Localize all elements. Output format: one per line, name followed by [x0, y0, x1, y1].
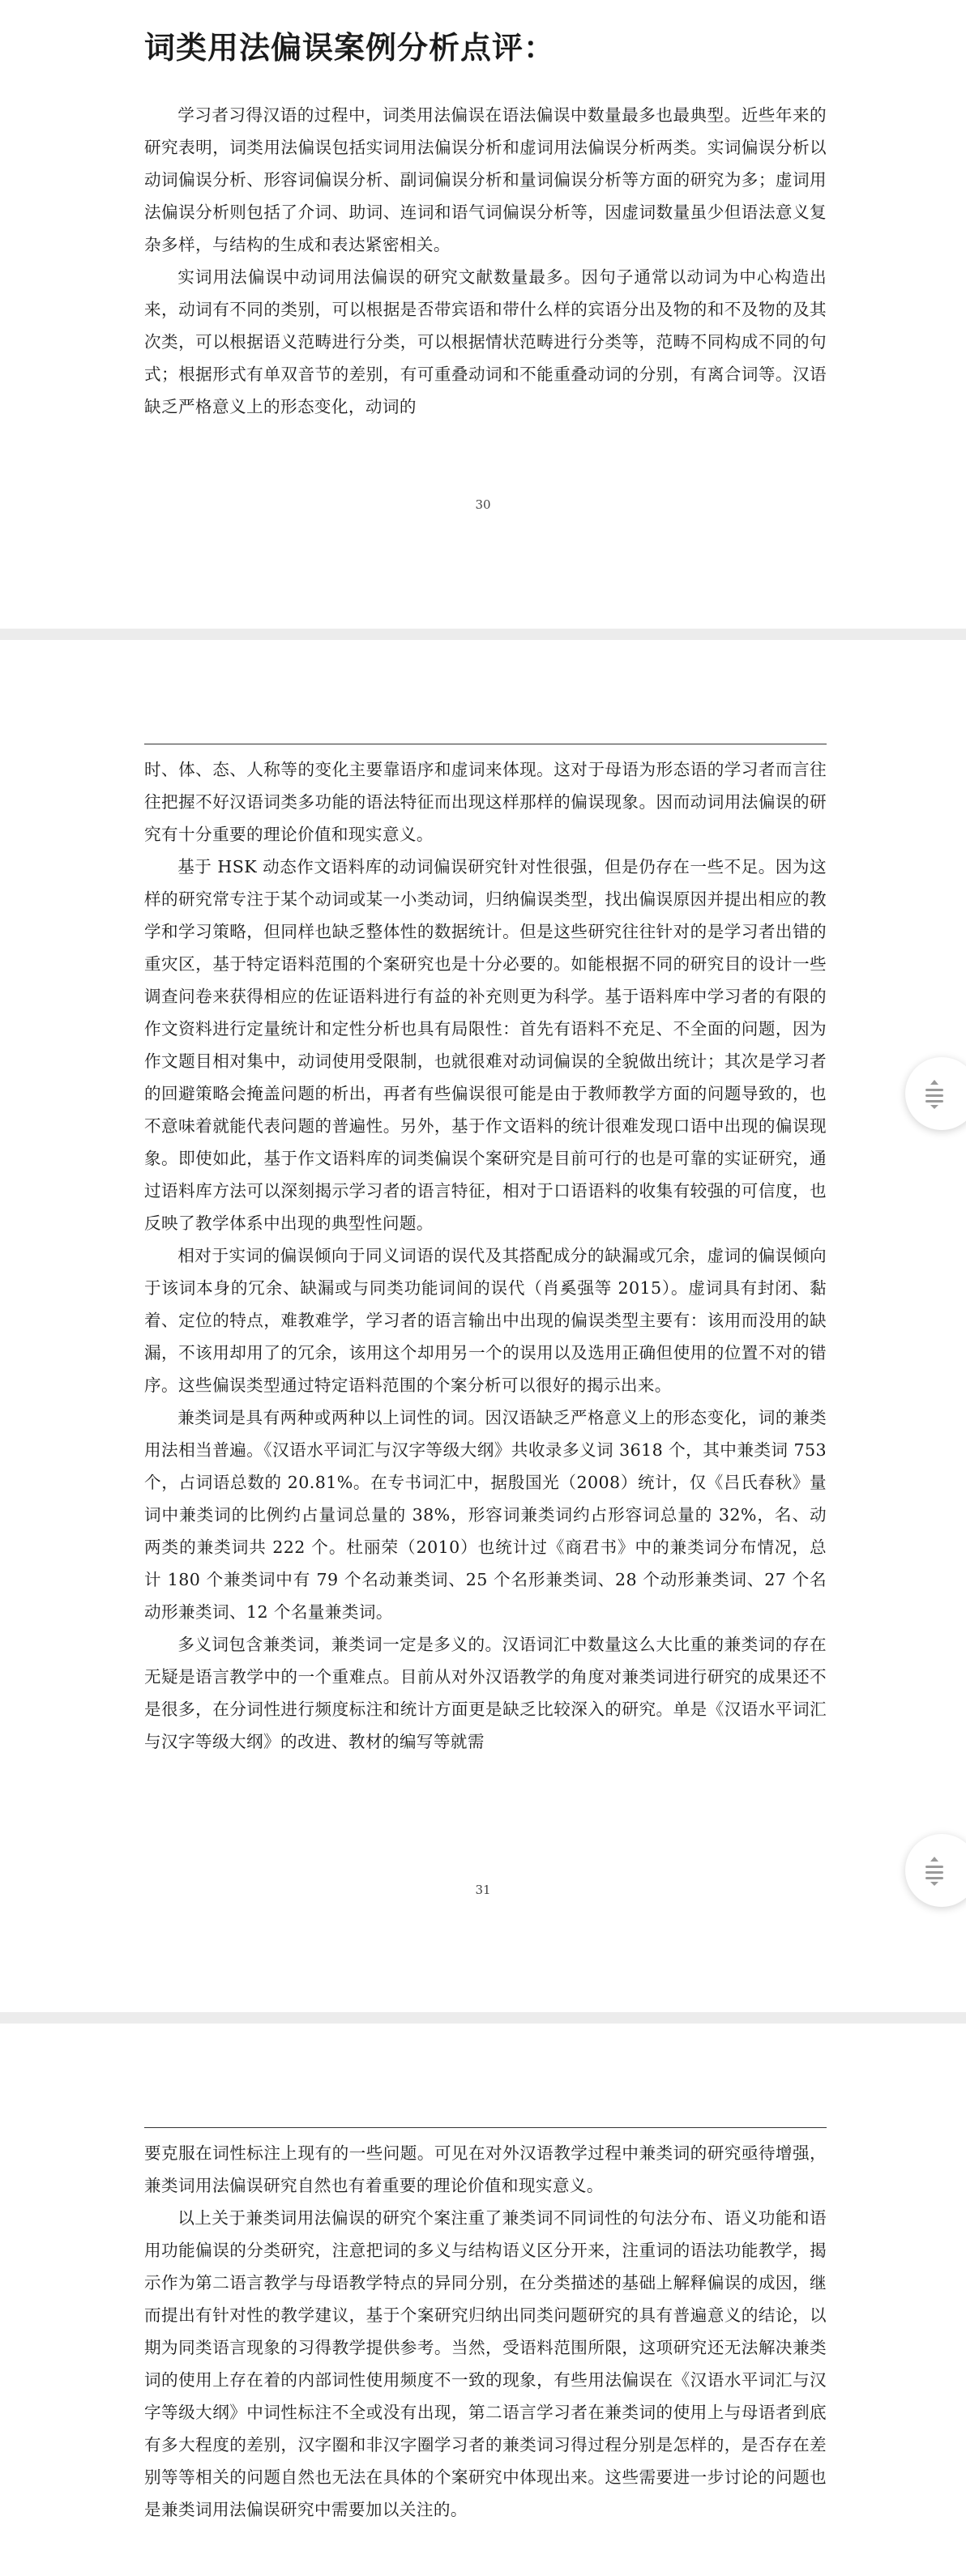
- paragraph-continuation: 要克服在词性标注上现有的一些问题。可见在对外汉语教学过程中兼类词的研究亟待增强，兼类词用法偏误研究自然也有着重要的理论价值和现实意义。: [144, 2143, 827, 2195]
- scroll-handle-icon: [918, 1854, 951, 1887]
- paragraph: 实词用法偏误中动词用法偏误的研究文献数量最多。因句子通常以动词为中心构造出来，动词有不同的类别，可以根据是否带宾语和带什么样的宾语分出及物的和不及物的及其次类，可以根据语义范畴进行分类，可以根据情状范畴进行分类等，范畴不同构成不同的句式；根据形式有单双音节的差别，有可重叠动词和不能重叠动词的分别，有离合词等。汉语缺乏严格意义上的形态变化，动词的: [144, 267, 827, 416]
- paragraph: 兼类词是具有两种或两种以上词性的词。因汉语缺乏严格意义上的形态变化，词的兼类用法相当普遍。《汉语水平词汇与汉字等级大纲》共收录多义词 3618 个，其中兼类词 753 个，占词语总数的 20.81%。在专书词汇中，据殷国光（2008）统计，仅《吕氏春秋》量词中兼类词的比例约占量词总量的 38%，形容词兼类词约占形容词总量的 32%，名、动两类的兼类词共 222 个。杜丽荣（2010）也统计过《商君书》中的兼类词分布情况，总计 180 个兼类词中有 79 个名动兼类词、25 个名形兼类词、28 个动形兼类词、27 个名动形兼类词、12 个名量兼类词。: [144, 1408, 827, 1622]
- page-number: 30: [475, 497, 491, 512]
- paragraph-continuation: 时、体、态、人称等的变化主要靠语序和虚词来体现。这对于母语为形态语的学习者而言往往把握不好汉语词类多功能的语法特征而出现这样那样的偏误现象。因而动词用法偏误的研究有十分重要的理论价值和现实意义。: [144, 760, 827, 844]
- paragraph: 多义词包含兼类词，兼类词一定是多义的。汉语词汇中数量这么大比重的兼类词的存在无疑是语言教学中的一个重难点。目前从对外汉语教学的角度对兼类词进行研究的成果还不是很多，在分词性进行频度标注和统计方面更是缺乏比较深入的研究。单是《汉语水平词汇与汉字等级大纲》的改进、教材的编写等就需: [144, 1635, 827, 1751]
- paragraph: 学习者习得汉语的过程中，词类用法偏误在语法偏误中数量最多也最典型。近些年来的研究表明，词类用法偏误包括实词用法偏误分析和虚词用法偏误分析两类。实词偏误分析以动词偏误分析、形容词偏误分析、副词偏误分析和量词偏误分析等方面的研究为多；虚词用法偏误分析则包括了介词、助词、连词和语气词偏误分析等，因虚词数量虽少但语法意义复杂多样，与结构的生成和表达紧密相关。: [144, 105, 827, 254]
- document-page-32: [0, 2024, 966, 2576]
- page-content: [144, 23, 827, 423]
- header-rule: [144, 2127, 827, 2128]
- scroll-handle-icon: [918, 1077, 951, 1110]
- document-title: 词类用法偏误案例分析点评：: [144, 30, 556, 66]
- page-content: [144, 753, 827, 1758]
- paragraph: 基于 HSK 动态作文语料库的动词偏误研究针对性很强，但是仍存在一些不足。因为这样的研究常专注于某个动词或某一小类动词，归纳偏误类型，找出偏误原因并提出相应的教学和学习策略，但同样也缺乏整体性的数据统计。但是这些研究往往针对的是学习者出错的重灾区，基于特定语料范围的个案研究也是十分必要的。如能根据不同的研究目的设计一些调查问卷来获得相应的佐证语料进行有益的补充则更为科学。基于语料库中学习者的有限的作文资料进行定量统计和定性分析也具有局限性：首先有语料不充足、不全面的问题，因为作文题目相对集中，动词使用受限制，也就很难对动词偏误的全貌做出统计；其次是学习者的回避策略会掩盖问题的析出，再者有些偏误很可能是由于教师教学方面的问题导致的，也不意味着就能代表问题的普遍性。另外，基于作文语料的统计很难发现口语中出现的偏误现象。即使如此，基于作文语料库的词类偏误个案研究是目前可行的也是可靠的实证研究，通过语料库方法可以深刻揭示学习者的语言特征，相对于口语语料的收集有较强的可信度，也反映了教学体系中出现的典型性问题。: [144, 857, 827, 1233]
- document-page-31: [0, 640, 966, 2012]
- page-number: 31: [475, 1883, 491, 1897]
- paragraph: 相对于实词的偏误倾向于同义词语的误代及其搭配成分的缺漏或冗余，虚词的偏误倾向于该词本身的冗余、缺漏或与同类功能词间的误代（肖奚强等 2015）。虚词具有封闭、黏着、定位的特点，难教难学，学习者的语言输出中出现的偏误类型主要有：该用而没用的缺漏，不该用却用了的冗余，该用这个却用另一个的误用以及选用正确但使用的位置不对的错序。这些偏误类型通过特定语料范围的个案分析可以很好的揭示出来。: [144, 1246, 827, 1395]
- document-page-30: [0, 0, 966, 629]
- page-content: [144, 2137, 827, 2526]
- paragraph: 以上关于兼类词用法偏误的研究个案注重了兼类词不同词性的句法分布、语义功能和语用功能偏误的分类研究，注意把词的多义与结构语义区分开来，注重词的语法功能教学，揭示作为第二语言教学与母语教学特点的异同分别，在分类描述的基础上解释偏误的成因，继而提出有针对性的教学建议，基于个案研究归纳出同类问题研究的具有普遍意义的结论，以期为同类语言现象的习得教学提供参考。当然，受语料范围所限，这项研究还无法解决兼类词的使用上存在着的内部词性使用频度不一致的现象，有些用法偏误在《汉语水平词汇与汉字等级大纲》中词性标注不全或没有出现，第二语言学习者在兼类词的使用上与母语者到底有多大程度的差别，汉字圈和非汉字圈学习者的兼类词习得过程分别是怎样的，是否存在差别等等相关的问题自然也无法在具体的个案研究中体现出来。这些需要进一步讨论的问题也是兼类词用法偏误研究中需要加以关注的。: [144, 2208, 827, 2519]
